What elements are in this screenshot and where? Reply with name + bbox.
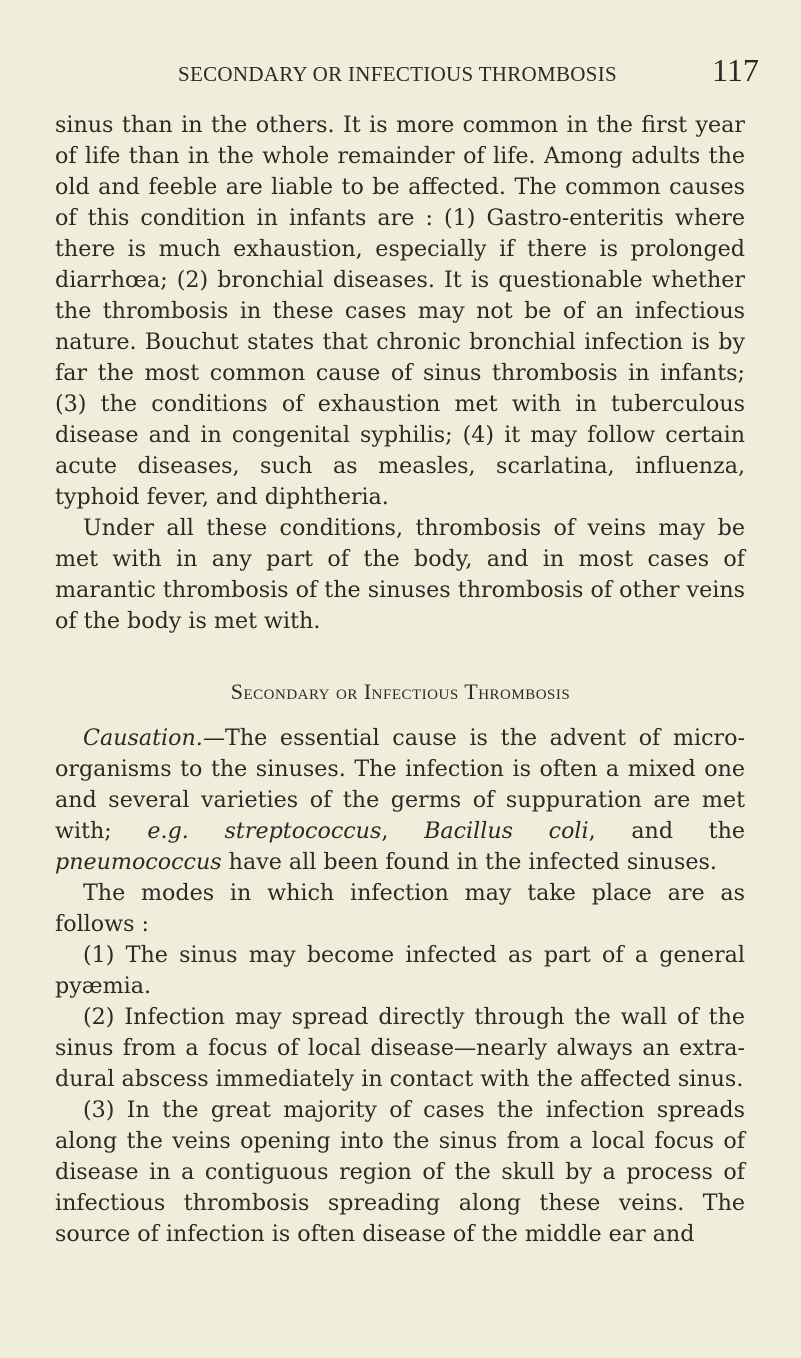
streptococcus-term: streptococcus	[224, 818, 382, 844]
section-heading: Secondary or Infectious Thrombosis	[230, 679, 571, 704]
causation-text-1: —The essential cause is the advent of micro-organisms to the sinuses. The infection is often a mixed one and several varieties of the germs of suppuration are met with;	[55, 725, 745, 844]
page-number: 117	[712, 52, 759, 88]
paragraph-mode-3: (3) In the great majority of cases the infection spreads along the veins opening into the sinus from a local focus of disease in a contiguous region of the skull by a process of infectious thrombosis spreading along these veins. The source of infection is often disease of the middle ear and	[55, 1097, 745, 1247]
paragraph-modes-intro: The modes in which infection may take place are as follows :	[55, 880, 745, 937]
bacillus-coli-term: Bacillus coli	[424, 818, 589, 844]
causation-text-2: have all been found in the infected sinuses.	[221, 849, 717, 875]
separator-2: , and the	[588, 818, 746, 844]
paragraph-marantic-thrombosis: Under all these conditions, thrombosis of veins may be met with in any part of the body, and in most cases of marantic thrombosis of the sinuses thrombosis of other veins of the body is met with.	[55, 515, 745, 634]
text-block-bottom	[55, 723, 745, 1250]
paragraph-mode-2: (2) Infection may spread directly through the wall of the sinus from a focus of local disease—nearly always an extra-dural abscess immediately in contact with the affected sinus.	[55, 1004, 745, 1092]
paragraph-sinus-thrombosis-causes: sinus than in the others. It is more common in the first year of life than in the whole remainder of life. Among adults the old and feeble are liable to be affected. The common causes of this condition in infants are : (1) Gastro-enteritis where there is much exhaustion, especially if there is prolonged diarrhœa; (2) bronchial diseases. It is questionable whether the thrombosis in these cases may not be of an infectious nature. Bouchut states that chronic bronchial infection is by far the most common cause of sinus thrombosis in infants; (3) the conditions of exhaustion met with in tuberculous disease and in congenital syphilis; (4) it may follow certain acute diseases, such as measles, scarlatina, influenza, typhoid fever, and diphtheria.	[55, 112, 745, 510]
pneumococcus-term: pneumococcus	[55, 849, 222, 875]
eg-abbreviation: e.g.	[147, 818, 189, 844]
paragraph-mode-1: (1) The sinus may become infected as part of a general pyæmia.	[55, 942, 745, 999]
paragraph-causation	[55, 723, 745, 878]
text-block-top	[55, 110, 745, 637]
running-head: SECONDARY OR INFECTIOUS THROMBOSIS	[178, 62, 618, 86]
separator-1: ,	[381, 818, 425, 844]
causation-label: Causation.	[83, 725, 203, 751]
